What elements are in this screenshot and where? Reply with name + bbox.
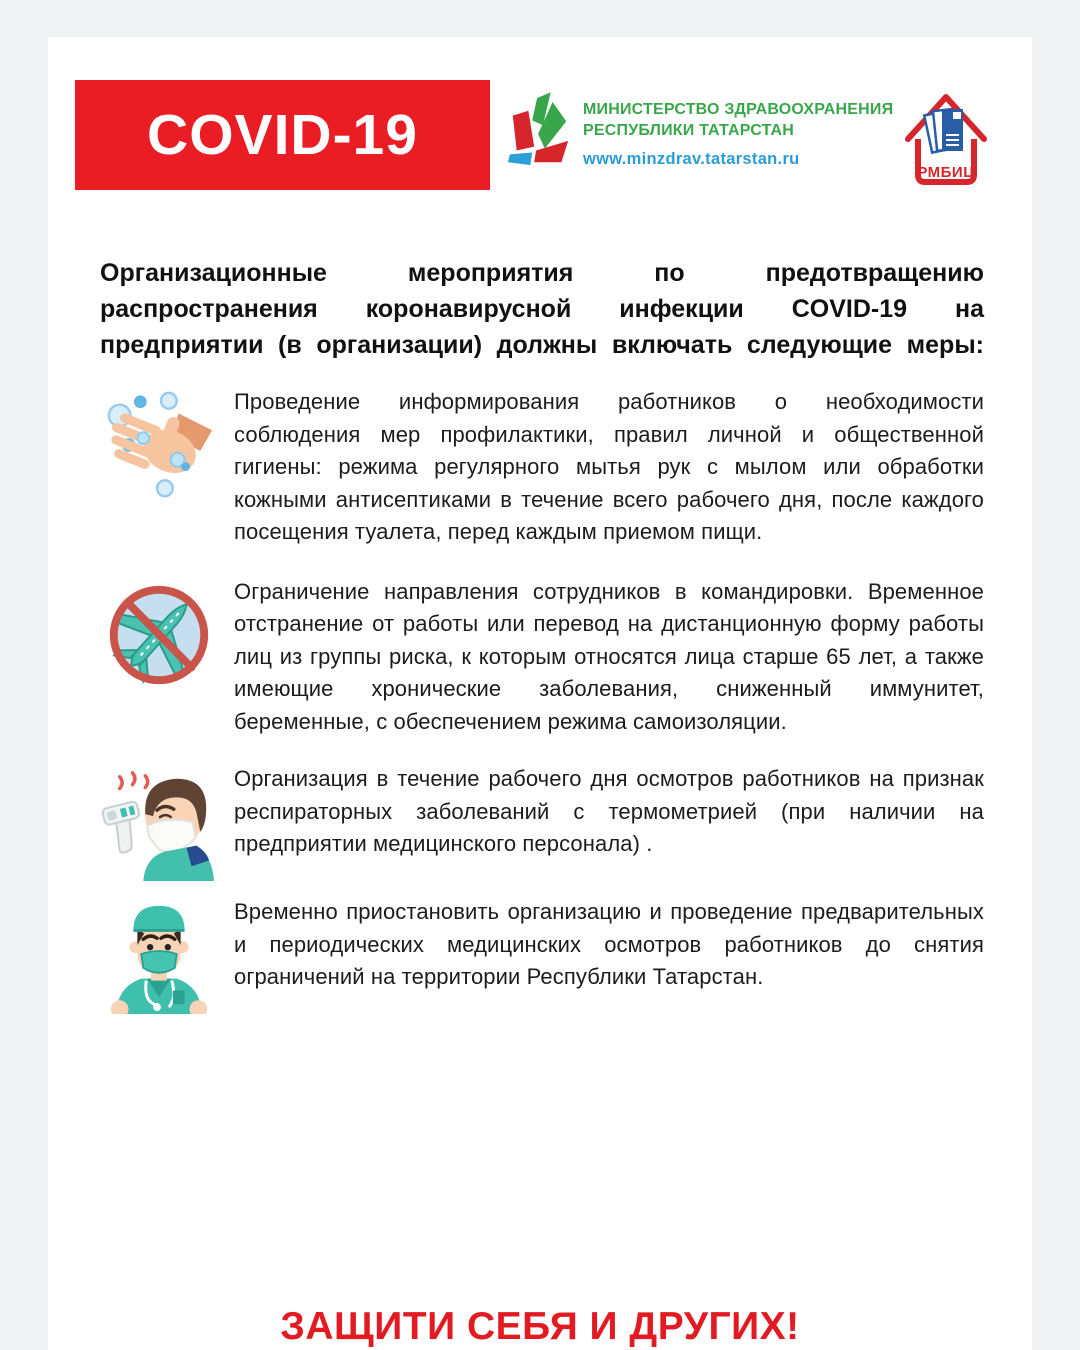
tatarstan-emblem-icon xyxy=(506,89,574,181)
heading xyxy=(100,255,984,363)
list-item-hygiene xyxy=(100,386,984,549)
ministry-logo-block xyxy=(506,89,893,181)
poster-page xyxy=(48,37,1032,1350)
covid19-banner-label: COVID-19 xyxy=(147,103,418,167)
covid19-banner xyxy=(75,80,490,190)
measures-list xyxy=(100,386,984,1014)
rmbic-label: РМБИЦ xyxy=(917,164,975,181)
list-item-no-business-trips xyxy=(100,576,984,739)
heading-line: распространения коронавирусной инфекции COVID-19 на xyxy=(100,295,984,323)
list-item-text: Организация в течение рабочего дня осмотров работников на признак респираторных заболеваний с термометрией (при наличии на предприятии медицинского персонала) . xyxy=(234,766,984,856)
heading-line: Организационные мероприятия по предотвращению xyxy=(100,259,984,287)
list-item-text: Проведение информирования работников о необходимости соблюдения мер профилактики, правил личной и общественной гигиены: режима регулярного мытья рук с мылом или обработки кожными антисептиками в течение всего рабочего дня, после каждого посещения туалета, перед каждым приемом пищи. xyxy=(234,389,984,544)
ministry-text-block xyxy=(583,89,893,169)
hand-washing-icon xyxy=(100,386,218,504)
ministry-website: www.minzdrav.tatarstan.ru xyxy=(583,150,800,168)
list-item-suspend-medical-exams xyxy=(100,896,984,1014)
list-item-text: Ограничение направления сотрудников в командировки. Временное отстранение от работы или перевод на дистанционную форму работы лиц из группы риска, к которым относятся лица старше 65 лет, а также имеющие хронические заболевания, сниженный иммунитет, беременные, с обеспечением режима самоизоляции. xyxy=(234,578,984,734)
rmbic-logo xyxy=(898,83,994,191)
list-item-temperature-screening xyxy=(100,763,984,881)
ministry-name-line2: РЕСПУБЛИКИ ТАТАРСТАН xyxy=(583,122,795,139)
slogan: ЗАЩИТИ СЕБЯ И ДРУГИХ! xyxy=(280,1305,800,1348)
doctor-icon xyxy=(100,896,218,1014)
heading-line: предприятии (в организации) должны включать следующие меры: xyxy=(100,331,984,359)
temperature-screening-icon xyxy=(100,763,218,881)
no-flights-icon xyxy=(100,576,218,694)
poster-content xyxy=(100,255,984,1014)
ministry-name-line1: МИНИСТЕРСТВО ЗДРАВООХРАНЕНИЯ xyxy=(583,101,894,118)
list-item-text: Временно приостановить организацию и проведение предварительных и периодических медицинских осмотров работников до снятия ограничений на территории Республики Татарстан. xyxy=(234,899,984,989)
